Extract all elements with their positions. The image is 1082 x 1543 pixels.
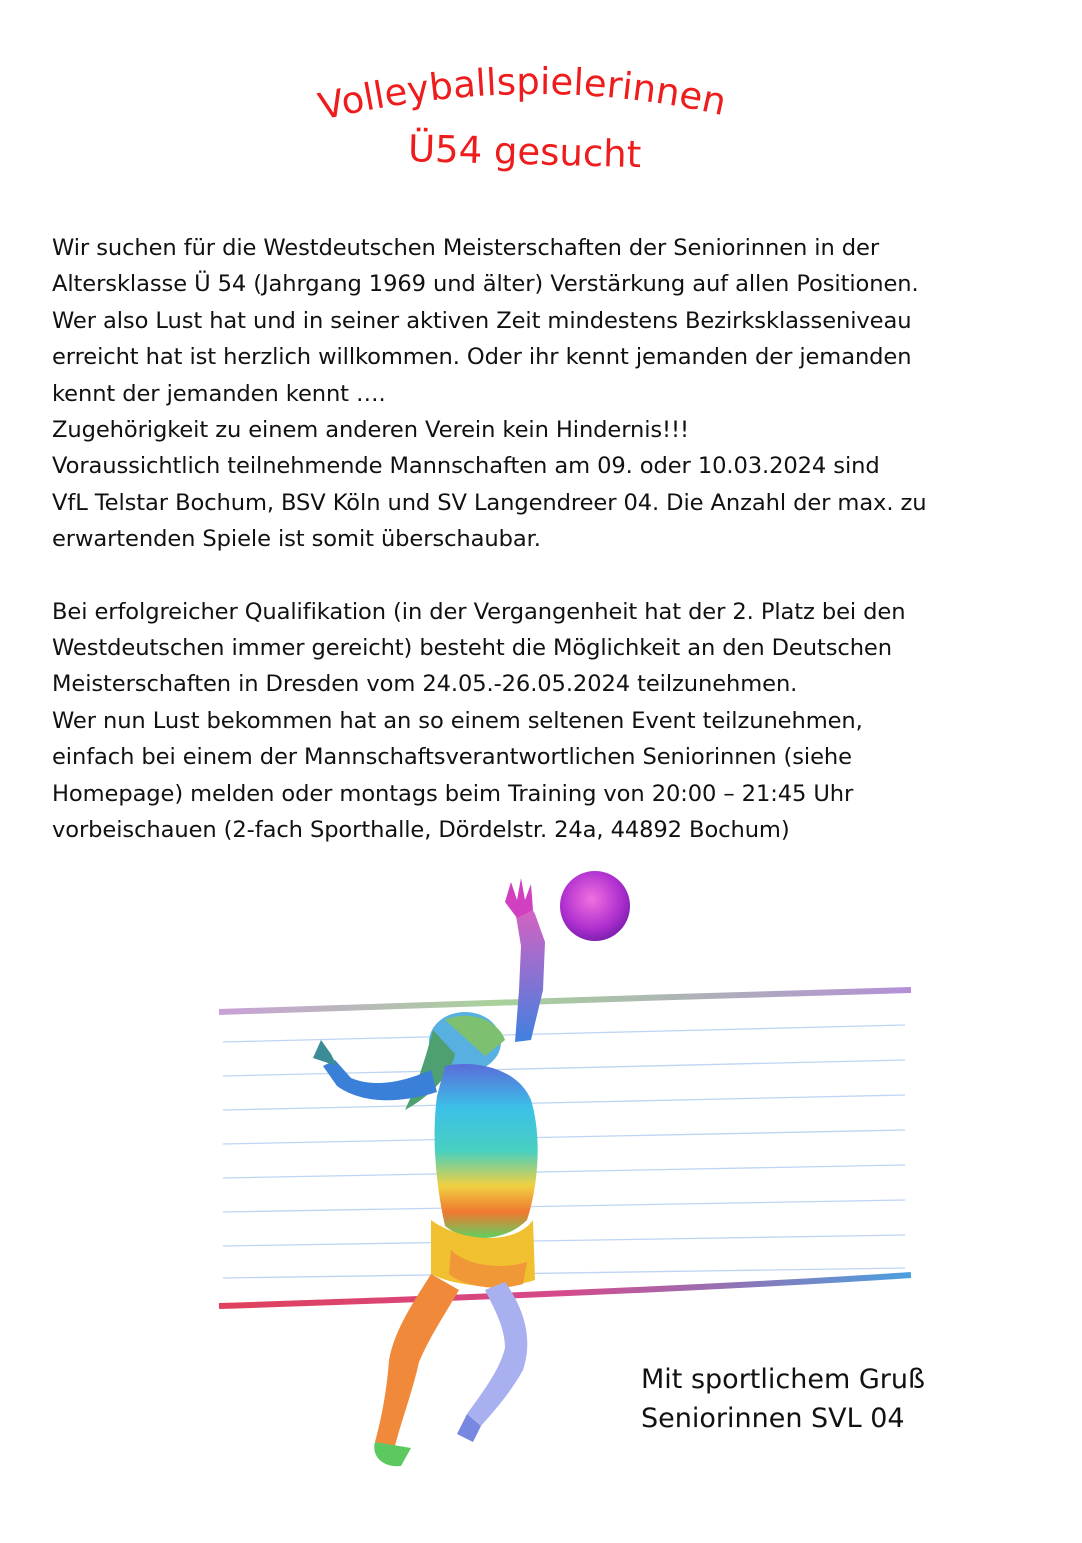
title-line-1: Volleyballspielerinnen — [314, 59, 731, 129]
flyer-body — [52, 230, 1042, 849]
net-top-band — [219, 990, 911, 1012]
net-mesh — [223, 992, 905, 1302]
flyer-title — [300, 59, 780, 182]
volleyball-icon — [560, 871, 630, 941]
closing-greeting: Mit sportlichem Gruß — [641, 1364, 925, 1395]
title-line-2: Ü54 gesucht — [407, 127, 642, 177]
closing-sender: Seniorinnen SVL 04 — [641, 1403, 905, 1434]
paragraph-invitation: Wir suchen für die Westdeutschen Meisterschaften der Seniorinnen in der Altersklasse Ü 54 (Jahrgang 1969 und älter) Verstärkung auf allen Positionen. Wer also Lust hat und in seiner aktiven Zeit mindestens Bezirksklasseniveau erreicht hat ist herzlich willkommen. Oder ihr kennt jemanden der jemanden kennt der jemanden kennt …. Zugehörigkeit zu einem anderen Verein kein Hindernis!!! Voraussichtlich teilnehmende Mannschaften am 09. oder 10.03.2024 sind VfL Telstar Bochum, BSV Köln und SV Langendreer 04. Die Anzahl der max. zu erwartenden Spiele ist somit überschaubar. — [52, 235, 927, 553]
closing-signature — [641, 1360, 925, 1438]
net-bottom-band — [219, 1275, 911, 1306]
flyer-title-graphic — [300, 59, 780, 182]
player-silhouette — [313, 878, 545, 1466]
paragraph-qualification: Bei erfolgreicher Qualifikation (in der Vergangenheit hat der 2. Platz bei den Westdeutschen immer gereicht) besteht die Möglichkeit an den Deutschen Meisterschaften in Dresden vom 24.05.-26.05.2024 teilzunehmen. Wer nun Lust bekommen hat an so einem seltenen Event teilzunehmen, einfach bei einem der Mannschaftsverantwortlichen Seniorinnen (siehe Homepage) melden oder montags beim Training von 20:00 – 21:45 Uhr vorbeischauen (2-fach Sporthalle, Dördelstr. 24a, 44892 Bochum) — [52, 598, 906, 844]
